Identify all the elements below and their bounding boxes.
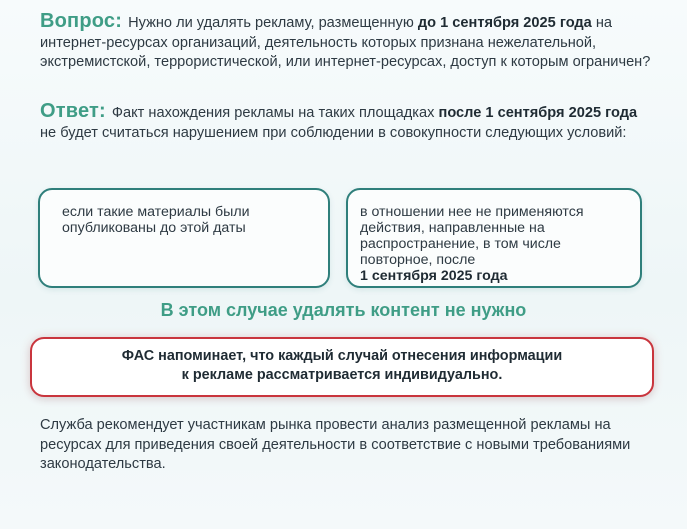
question-text-end: на интернет-ресурсах организаций, деятельность которых признана нежелательной, экстремистской, террористической, или интернет-ресурсах, доступ к которым ограничен? (40, 15, 651, 70)
answer-text-end: не будет считаться нарушением при соблюдении в совокупности следующих условий: (40, 124, 627, 141)
fas-notice-line-1: ФАС напоминает, что каждый случай отнесения информации (121, 348, 563, 364)
answer-paragraph (40, 102, 655, 143)
recommendation-paragraph: Служба рекомендует участникам рынка провести анализ размещенной рекламы на ресурсах для приведения своей деятельности в соответствие с новыми требованиями законодательства. (40, 417, 631, 472)
condition-2-date: 1 сентября 2025 года (360, 268, 508, 284)
answer-text-start: Факт нахождения рекламы на таких площадках (111, 105, 435, 121)
condition-box-1 (38, 188, 330, 288)
conclusion-heading: В этом случае удалять контент не нужно (160, 300, 527, 320)
answer-label: Ответ: (40, 100, 106, 122)
question-paragraph (40, 12, 655, 73)
fas-notice-line-2: к рекламе рассматривается индивидуально. (181, 367, 503, 383)
condition-box-2 (346, 188, 642, 288)
condition-1-text: если такие материалы были опубликованы до этой даты (62, 204, 250, 236)
question-text-start: Нужно ли удалять рекламу, размещенную (128, 15, 414, 31)
answer-date: после 1 сентября 2025 года (438, 105, 638, 121)
fas-notice-box (30, 337, 654, 397)
condition-2-text: в отношении нее не применяются действия, направленные на распространение, в том числе повторное, после (360, 204, 584, 268)
question-date: до 1 сентября 2025 года (417, 15, 592, 31)
question-label: Вопрос: (40, 10, 123, 32)
